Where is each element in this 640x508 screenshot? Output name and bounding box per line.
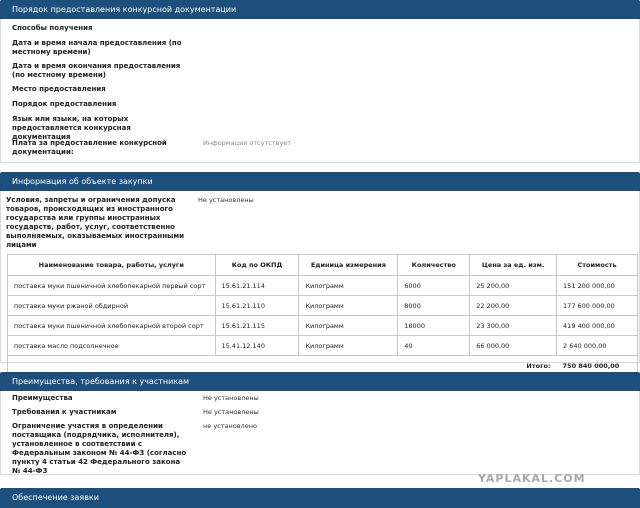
total-value: 750 840 000,00 [557, 356, 638, 376]
table-header-row [8, 255, 638, 276]
field-label: Требования к участникам [12, 408, 117, 416]
field-label: Место предоставления [12, 85, 106, 93]
field-label: Дата и время окончания предоставления (по местному времени) [12, 62, 181, 79]
field-label: Преимущества [12, 394, 73, 402]
table-cell: 15.61.21.115 [215, 316, 299, 336]
table-cell: поставка муки пшеничной хлебопекарной первый сорт [8, 276, 216, 296]
table-row [8, 316, 638, 336]
table-cell: 177 600 000,00 [557, 296, 638, 316]
field-label: Язык или языки, на которых предоставляется конкурсная документация [12, 115, 131, 141]
field-value: Информация отсутствует [203, 139, 292, 147]
restriction-value: Не установлены [198, 196, 254, 204]
table-cell: поставка масло подсолнечное [8, 336, 216, 356]
column-header: Наименование товара, работы, услуги [8, 255, 216, 276]
table-cell: 419 400 000,00 [557, 316, 638, 336]
field-label: Плата за предоставление конкурсной документации: [12, 139, 167, 156]
table-row [8, 296, 638, 316]
table-cell: Килограмм [299, 296, 398, 316]
table-cell: Килограмм [299, 336, 398, 356]
field-label: Ограничение участия в определении поставщика (подрядчика, исполнителя), установленное в соответствии с Федеральным законом № 44-ФЗ (согласно пункту 4 статьи 42 Федерального закона № 44-ФЗ [12, 422, 187, 475]
table-cell: поставка муки ржаной обдирной [8, 296, 216, 316]
section-header-bid-security [0, 488, 640, 508]
table-row [8, 276, 638, 296]
column-header: Стоимость [557, 255, 638, 276]
field-label: Дата и время начала предоставления (по местному времени) [12, 39, 182, 56]
table-cell: Килограмм [299, 276, 398, 296]
table-cell: 23 300,00 [470, 316, 557, 336]
table-cell: 15.41.12.140 [215, 336, 299, 356]
table-cell: 25 200,00 [470, 276, 557, 296]
table-row [8, 336, 638, 356]
table-cell: поставка муки пшеничной хлебопекарной второй сорт [8, 316, 216, 336]
table-cell: 6000 [398, 276, 470, 296]
table-cell: 22 200,00 [470, 296, 557, 316]
total-label: Итого: [8, 356, 557, 376]
table-cell: 8000 [398, 296, 470, 316]
section-title: Обеспечение заявки [12, 493, 99, 502]
field-value: Не установлены [203, 394, 259, 402]
field-value: Не установлены [203, 408, 259, 416]
table-cell: 18000 [398, 316, 470, 336]
table-cell: 2 640 000,00 [557, 336, 638, 356]
table-cell: 15.61.21.110 [215, 296, 299, 316]
section-title: Информация об объекте закупки [12, 177, 153, 186]
table-cell: 151 200 000,00 [557, 276, 638, 296]
field-label: Способы получения [12, 24, 93, 32]
column-header: Цена за ед. изм. [470, 255, 557, 276]
section-title: Преимущества, требования к участникам [12, 377, 190, 386]
column-header: Количество [398, 255, 470, 276]
column-header: Код по ОКПД [215, 255, 299, 276]
section-header-procurement-object [0, 172, 640, 191]
restriction-label: Условия, запреты и ограничения допуска товаров, происходящих из иностранного государства или группы иностранных государств, работ, услуг, соответственно выполняемых, оказываемых иностранными лицами [6, 196, 184, 249]
goods-table [7, 254, 638, 376]
section-header-documentation [0, 0, 640, 19]
table-cell: Килограмм [299, 316, 398, 336]
section-header-participant-requirements [0, 372, 640, 391]
field-value: не установлено [203, 422, 257, 430]
table-cell: 15.61.21.114 [215, 276, 299, 296]
field-label: Порядок предоставления [12, 100, 117, 108]
table-cell: 40 [398, 336, 470, 356]
column-header: Единица измерения [299, 255, 398, 276]
table-cell: 66 000,00 [470, 336, 557, 356]
section-title: Порядок предоставления конкурсной документации [12, 5, 237, 14]
watermark-logo: YAPLAKAL.COM [478, 472, 586, 485]
